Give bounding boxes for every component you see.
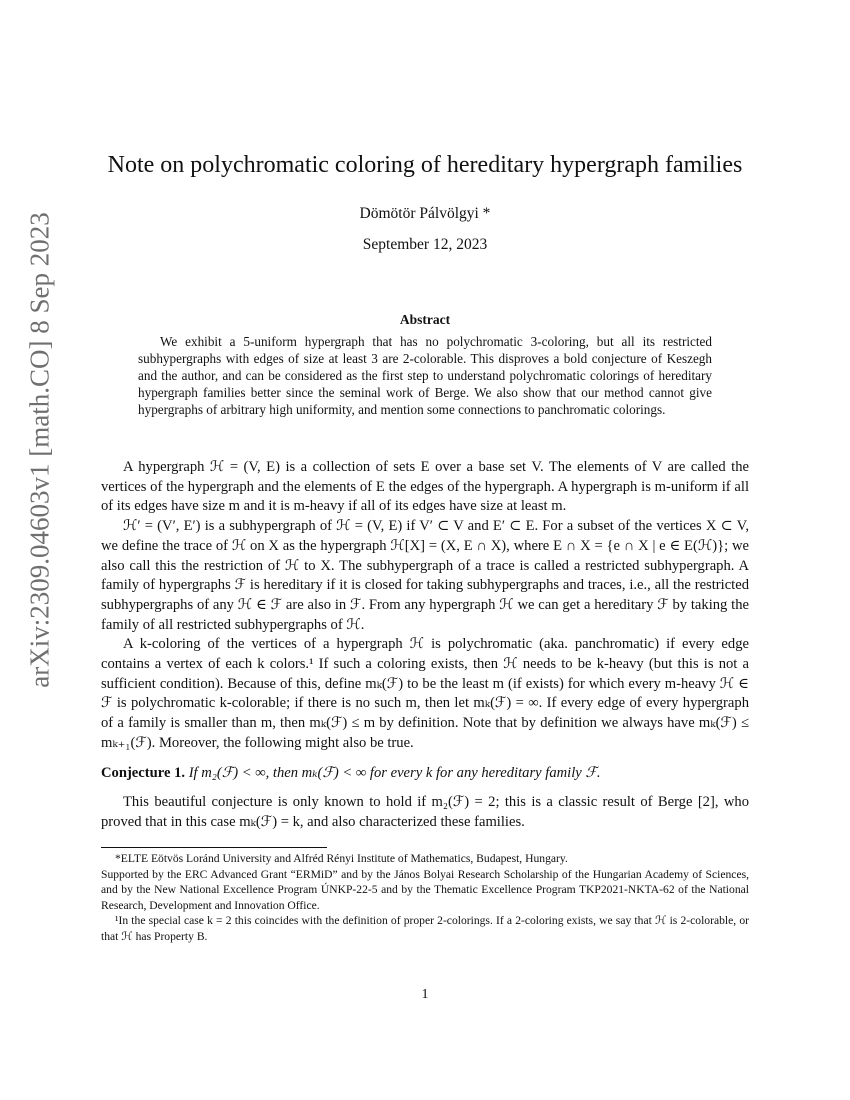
conjecture-text: If m₂(ℱ) < ∞, then mₖ(ℱ) < ∞ for every k for any hereditary family ℱ. bbox=[188, 764, 601, 781]
abstract-heading: Abstract bbox=[399, 312, 451, 327]
footnote-funding: Supported by the ERC Advanced Grant “ERMiD” and by the János Bolyai Research Scholarship of the Hungarian Academy of Sciences, and by the New National Excellence Program ÚNKP-22-5 and by the Thematic Excellence Program TKP2021-NKTA-62 of the National Research, Development and Innovation Office. bbox=[101, 867, 749, 912]
footnote-1: ¹In the special case k = 2 this coincides with the definition of proper 2-colorings. If a 2-coloring exists, we say that ℋ is 2-colorable, or that ℋ has Property B. bbox=[101, 914, 749, 943]
footnote-rule bbox=[101, 847, 327, 848]
body-paragraph-3: A k-coloring of the vertices of a hypergraph ℋ is polychromatic (aka. panchromatic) if every edge contains a vertex of each k colors.¹ If such a coloring exists, then ℋ needs to be k-heavy (but this is not a sufficient condition). Because of this, define mₖ(ℱ) to be the least m (if exists) for which every m-heavy ℋ ∈ ℱ is polychromatic k-colorable; if there is no such m, then let mₖ(ℱ) = ∞. If every edge of every hypergraph of a family is smaller than m, then mₖ(ℱ) ≤ m by definition. Note that by definition we always have mₖ(ℱ) ≤ mₖ₊₁(ℱ). Moreover, the following might also be true. bbox=[101, 636, 749, 751]
footnotes bbox=[101, 851, 749, 945]
body-paragraph-4: This beautiful conjecture is only known to hold if m₂(ℱ) = 2; this is a classic result of Berge [2], who proved that in this case mₖ(ℱ) = k, and also characterized these families. bbox=[101, 794, 749, 830]
page-number: 1 bbox=[421, 987, 429, 1002]
abstract-text: We exhibit a 5-uniform hypergraph that has no polychromatic 3-coloring, but all its restricted subhypergraphs with edges of size at least 3 are 2-colorable. This disproves a bold conjecture of Keszegh and the author, and can be considered as the first step to understand polychromatic colorings of hereditary hypergraph families better since the seminal work of Berge. We also show that our method cannot give hypergraphs of arbitrary high uniformity, and mention some connections to panchromatic colorings. bbox=[138, 334, 712, 418]
paper-date: September 12, 2023 bbox=[362, 236, 488, 253]
body-paragraph-1: A hypergraph ℋ = (V, E) is a collection of sets E over a base set V. The elements of V are called the vertices of the hypergraph and the elements of E the edges of the hypergraph. A hypergraph is m-uniform if all of its edges have size m and it is m-heavy if all of its edges have size at least m. bbox=[101, 459, 749, 515]
footnote-affiliation: *ELTE Eötvös Loránd University and Alfréd Rényi Institute of Mathematics, Budapest, Hungary. bbox=[115, 852, 568, 865]
main-body bbox=[101, 458, 749, 833]
conjecture-1 bbox=[101, 764, 749, 784]
arxiv-identifier: arXiv:2309.04603v1 [math.CO] 8 Sep 2023 bbox=[24, 212, 55, 688]
paper-author: Dömötör Pálvölgyi * bbox=[359, 205, 491, 222]
paper-title: Note on polychromatic coloring of hereditary hypergraph families bbox=[107, 152, 743, 178]
body-paragraph-2: ℋ′ = (V′, E′) is a subhypergraph of ℋ = (V, E) if V′ ⊂ V and E′ ⊂ E. For a subset of the vertices X ⊂ V, we define the trace of ℋ on X as the hypergraph ℋ[X] = (X, E ∩ X), where E ∩ X = {e ∩ X | e ∈ E(ℋ)}; we also call this the restriction of ℋ to X. The subhypergraph of a trace is called a restricted subhypergraph. A family of hypergraphs ℱ is hereditary if it is closed for taking subhypergraphs and traces, i.e., all the restricted subhypergraphs of any ℋ ∈ ℱ are also in ℱ. From any hypergraph ℋ we can get a hereditary ℱ by taking the family of all restricted subhypergraphs of ℋ. bbox=[101, 518, 749, 633]
conjecture-label: Conjecture 1. bbox=[101, 764, 186, 781]
